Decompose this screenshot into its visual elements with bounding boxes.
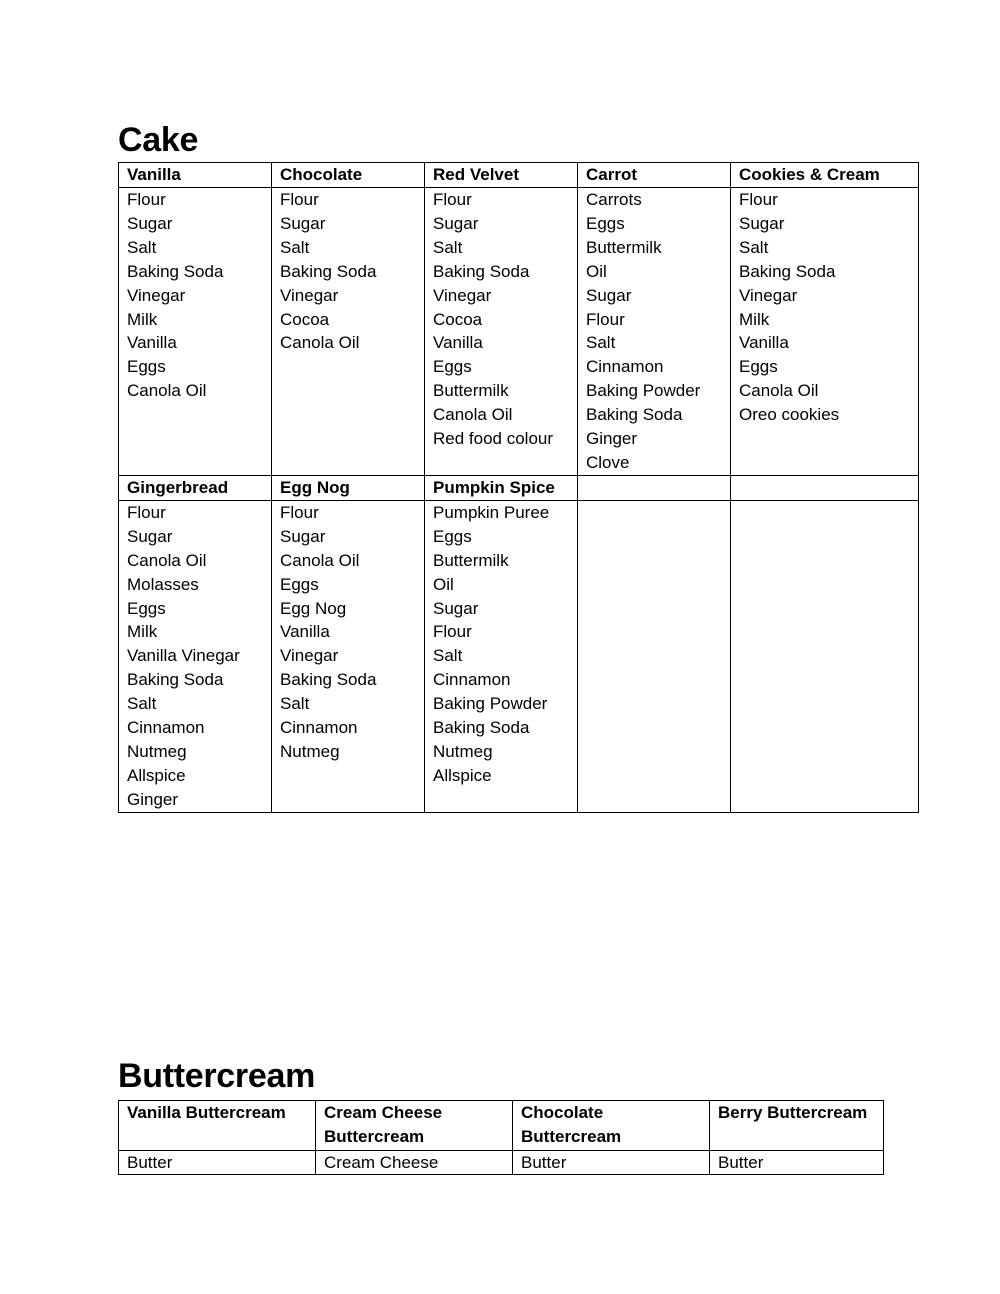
ingredient-item: Ginger: [586, 429, 638, 449]
ingredient-item: Canola Oil: [739, 381, 819, 401]
column-header: Chocolate Buttercream: [513, 1101, 710, 1151]
column-header: Pumpkin Spice: [425, 475, 578, 500]
ingredient-item: Molasses: [127, 574, 199, 594]
ingredient-item: Salt: [739, 237, 769, 257]
ingredient-cell: [119, 188, 272, 476]
ingredient-item: Cinnamon: [127, 718, 205, 738]
ingredient-item: Baking Powder: [433, 694, 548, 714]
ingredient-item: Cream Cheese: [324, 1153, 439, 1172]
ingredient-item: Red food colour: [433, 429, 554, 449]
ingredient-item: Salt: [127, 694, 157, 714]
ingredient-item: Eggs: [127, 598, 166, 618]
ingredient-item: Salt: [433, 646, 463, 666]
ingredient-item: Cinnamon: [586, 357, 664, 377]
ingredient-item: Flour: [280, 502, 319, 522]
ingredient-item: Allspice: [433, 765, 492, 785]
ingredient-item: Vinegar: [280, 285, 339, 305]
ingredient-item: Sugar: [127, 213, 173, 233]
ingredient-item: Butter: [127, 1153, 173, 1172]
ingredient-cell: [119, 500, 272, 812]
buttercream-table: [118, 1100, 884, 1175]
column-header: Egg Nog: [272, 475, 425, 500]
ingredient-item: Cinnamon: [433, 670, 511, 690]
ingredient-item: Salt: [280, 694, 310, 714]
ingredient-item: Vinegar: [739, 285, 798, 305]
ingredient-item: Cocoa: [433, 309, 483, 329]
cake-table: [118, 162, 919, 813]
ingredient-item: Milk: [127, 309, 158, 329]
ingredient-item: Flour: [739, 190, 778, 209]
ingredient-cell: [119, 1151, 316, 1175]
column-header: Cookies & Cream: [731, 163, 919, 188]
ingredient-item: Clove: [586, 452, 630, 472]
ingredient-item: Nutmeg: [127, 741, 187, 761]
ingredient-item: Butter: [521, 1153, 567, 1172]
ingredient-item: Buttermilk: [433, 550, 509, 570]
ingredient-item: Vanilla: [739, 333, 789, 353]
ingredient-item: Eggs: [280, 574, 319, 594]
ingredient-item: Egg Nog: [280, 598, 347, 618]
ingredient-item: Sugar: [739, 213, 785, 233]
ingredient-item: Sugar: [433, 213, 479, 233]
ingredient-item: Milk: [739, 309, 770, 329]
ingredient-item: Carrots: [586, 190, 642, 209]
ingredient-item: Sugar: [433, 598, 479, 618]
ingredient-item: Sugar: [280, 213, 326, 233]
ingredient-item: Baking Soda: [586, 405, 683, 425]
ingredient-item: Nutmeg: [433, 741, 493, 761]
ingredient-item: Vinegar: [433, 285, 492, 305]
ingredient-item: Sugar: [280, 526, 326, 546]
ingredient-item: Flour: [433, 622, 472, 642]
ingredient-item: Vanilla Vinegar: [127, 646, 240, 666]
ingredient-item: Milk: [127, 622, 158, 642]
ingredient-item: Ginger: [127, 789, 179, 809]
ingredient-cell-empty: [578, 500, 731, 812]
ingredient-cell: [316, 1151, 513, 1175]
ingredient-item: Salt: [586, 333, 616, 353]
ingredient-item: Eggs: [433, 526, 472, 546]
column-header: Cream Cheese Buttercream: [316, 1101, 513, 1151]
ingredient-item: Oil: [433, 574, 454, 594]
ingredient-item: Vanilla: [433, 333, 483, 353]
ingredient-cell: [710, 1151, 884, 1175]
buttercream-header-row: [119, 1101, 884, 1151]
ingredient-item: Baking Soda: [280, 670, 377, 690]
ingredient-item: Flour: [127, 502, 166, 522]
ingredient-item: Canola Oil: [433, 405, 513, 425]
ingredient-item: Baking Soda: [127, 261, 224, 281]
ingredient-item: Vinegar: [127, 285, 186, 305]
column-header: Vanilla Buttercream: [119, 1101, 316, 1151]
cake-ingredient-row-2: [119, 500, 919, 812]
ingredient-cell: [272, 500, 425, 812]
ingredient-item: Eggs: [586, 213, 625, 233]
ingredient-item: Baking Soda: [127, 670, 224, 690]
ingredient-item: Sugar: [127, 526, 173, 546]
ingredient-item: Flour: [586, 309, 625, 329]
ingredient-item: Salt: [433, 237, 463, 257]
ingredient-item: Buttermilk: [586, 237, 662, 257]
ingredient-item: Cocoa: [280, 309, 330, 329]
ingredient-item: Canola Oil: [127, 381, 207, 401]
ingredient-item: Vanilla: [280, 622, 330, 642]
cake-header-row-1: [119, 163, 919, 188]
ingredient-item: Nutmeg: [280, 741, 340, 761]
ingredient-item: Flour: [127, 190, 166, 209]
ingredient-item: Flour: [280, 190, 319, 209]
ingredient-item: Salt: [127, 237, 157, 257]
cake-header-row-2: [119, 475, 919, 500]
column-header: Carrot: [578, 163, 731, 188]
ingredient-item: Canola Oil: [127, 550, 207, 570]
ingredient-item: Eggs: [739, 357, 778, 377]
ingredient-item: Salt: [280, 237, 310, 257]
cake-ingredient-row-1: [119, 188, 919, 476]
ingredient-item: Baking Soda: [433, 718, 530, 738]
ingredient-item: Baking Soda: [280, 261, 377, 281]
ingredient-cell: [272, 188, 425, 476]
ingredient-cell-empty: [731, 500, 919, 812]
ingredient-item: Oreo cookies: [739, 405, 840, 425]
ingredient-cell: [578, 188, 731, 476]
ingredient-item: Baking Powder: [586, 381, 701, 401]
ingredient-cell: [425, 500, 578, 812]
ingredient-item: Baking Soda: [433, 261, 530, 281]
column-header: Gingerbread: [119, 475, 272, 500]
column-header: Chocolate: [272, 163, 425, 188]
ingredient-item: Canola Oil: [280, 333, 360, 353]
ingredient-cell: [513, 1151, 710, 1175]
ingredient-item: Flour: [433, 190, 472, 209]
column-header: Red Velvet: [425, 163, 578, 188]
column-header: Berry Buttercream: [710, 1101, 884, 1151]
ingredient-cell: [731, 188, 919, 476]
buttercream-section-title: Buttercream: [118, 1057, 315, 1095]
ingredient-item: Eggs: [127, 357, 166, 377]
ingredient-item: Eggs: [433, 357, 472, 377]
ingredient-item: Canola Oil: [280, 550, 360, 570]
ingredient-item: Butter: [718, 1153, 764, 1172]
ingredient-item: Buttermilk: [433, 381, 509, 401]
cake-section-title: Cake: [118, 121, 199, 159]
column-header-empty: [731, 475, 919, 500]
column-header-empty: [578, 475, 731, 500]
column-header: Vanilla: [119, 163, 272, 188]
ingredient-item: Pumpkin Puree: [433, 502, 550, 522]
ingredient-item: Vinegar: [280, 646, 339, 666]
ingredient-item: Vanilla: [127, 333, 177, 353]
ingredient-item: Allspice: [127, 765, 186, 785]
ingredient-item: Sugar: [586, 285, 632, 305]
ingredient-cell: [425, 188, 578, 476]
ingredient-item: Oil: [586, 261, 607, 281]
ingredient-item: Baking Soda: [739, 261, 836, 281]
ingredient-item: Cinnamon: [280, 718, 358, 738]
buttercream-ingredient-row: [119, 1151, 884, 1175]
